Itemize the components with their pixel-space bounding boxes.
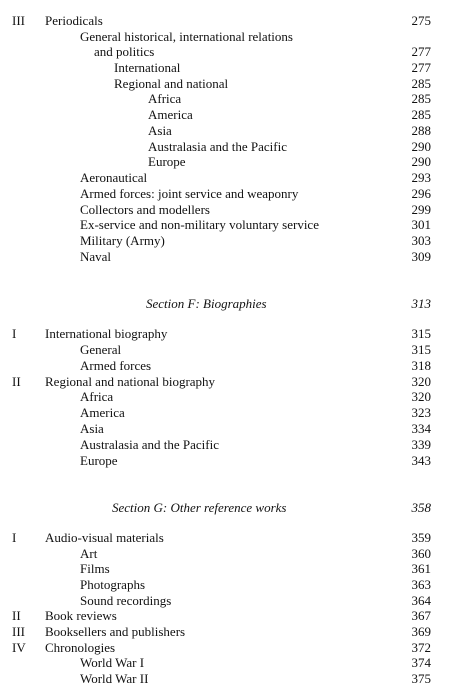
page-number: 285 <box>411 107 431 122</box>
section-heading <box>0 500 454 516</box>
toc-entry <box>0 671 454 687</box>
page-number: 303 <box>411 233 431 248</box>
entry-label: Asia <box>148 123 172 138</box>
page-number: 360 <box>411 546 431 561</box>
entry-label: Naval <box>80 249 112 264</box>
entry-label: International <box>114 60 181 75</box>
entry-label: America <box>148 107 193 122</box>
toc-entry <box>0 249 454 265</box>
page-number: 318 <box>411 358 431 373</box>
page-number: 320 <box>411 374 431 389</box>
toc-entry <box>0 640 454 656</box>
toc-entry <box>0 374 454 390</box>
page-number: 277 <box>411 44 431 59</box>
page-number: 359 <box>411 530 431 545</box>
page-number: 361 <box>411 561 431 576</box>
toc-entry <box>0 624 454 640</box>
toc-entry <box>0 655 454 671</box>
entry-label: World War I <box>80 655 145 670</box>
entry-label: Regional and national biography <box>45 374 216 389</box>
page-number: 320 <box>411 389 431 404</box>
page-number: 363 <box>411 577 431 592</box>
entry-label: Audio-visual materials <box>45 530 164 545</box>
entry-label: Sound recordings <box>80 593 172 608</box>
page-number: 367 <box>411 608 431 623</box>
toc-entry <box>0 233 454 249</box>
toc-entry <box>0 546 454 562</box>
toc-entry <box>0 608 454 624</box>
entry-label: Europe <box>148 154 186 169</box>
page-number: 315 <box>411 326 431 341</box>
page-number: 288 <box>411 123 431 138</box>
part-number: I <box>12 530 17 545</box>
entry-label: America <box>80 405 125 420</box>
toc-entry <box>0 107 454 123</box>
toc-entry <box>0 453 454 469</box>
page-number: 290 <box>411 139 431 154</box>
entry-label: General historical, international relations <box>80 29 293 44</box>
entry-label: General <box>80 342 122 357</box>
toc-entry <box>0 139 454 155</box>
toc-entry <box>0 593 454 609</box>
toc-entry <box>0 389 454 405</box>
entry-label: Booksellers and publishers <box>45 624 186 639</box>
page-number: 293 <box>411 170 431 185</box>
toc-entry <box>0 421 454 437</box>
page-number: 343 <box>411 453 431 468</box>
page-number: 301 <box>411 217 431 232</box>
toc-entry <box>0 154 454 170</box>
toc-entry <box>0 13 454 29</box>
page-number: 323 <box>411 405 431 420</box>
toc-entry <box>0 217 454 233</box>
part-number: III <box>12 624 25 639</box>
part-number: I <box>12 326 17 341</box>
toc-entry <box>0 405 454 421</box>
entry-label: Ex-service and non-military voluntary service <box>80 217 319 232</box>
page-number: 339 <box>411 437 431 452</box>
entry-label: Chronologies <box>45 640 116 655</box>
toc-entry <box>0 202 454 218</box>
toc-entry <box>0 437 454 453</box>
entry-label: International biography <box>45 326 168 341</box>
page-number: 277 <box>411 60 431 75</box>
page-number: 313 <box>411 296 431 311</box>
page-number: 285 <box>411 91 431 106</box>
toc-entry <box>0 326 454 342</box>
toc-entry <box>0 342 454 358</box>
toc-entry <box>0 44 454 60</box>
part-number: III <box>12 13 25 28</box>
toc-entry <box>0 170 454 186</box>
part-number: II <box>12 374 21 389</box>
entry-label: Africa <box>80 389 114 404</box>
entry-label: Europe <box>80 453 118 468</box>
page-number: 374 <box>411 655 431 670</box>
page-number: 290 <box>411 154 431 169</box>
page-number: 285 <box>411 76 431 91</box>
page-number: 358 <box>411 500 431 515</box>
toc-entry <box>0 91 454 107</box>
page-number: 296 <box>411 186 431 201</box>
entry-label: Photographs <box>80 577 145 592</box>
entry-label: Military (Army) <box>80 233 165 248</box>
entry-label: Armed forces <box>80 358 152 373</box>
section-title: Section G: Other reference works <box>112 500 287 515</box>
toc-entry <box>0 60 454 76</box>
toc-entry <box>0 561 454 577</box>
entry-label: Periodicals <box>45 13 103 28</box>
page-number: 369 <box>411 624 431 639</box>
toc-entry <box>0 123 454 139</box>
toc-entry <box>0 29 454 45</box>
page-number: 334 <box>411 421 431 436</box>
page-number: 372 <box>411 640 431 655</box>
entry-label: World War II <box>80 671 149 686</box>
entry-label: Films <box>80 561 110 576</box>
section-heading <box>0 296 454 312</box>
entry-label: Aeronautical <box>80 170 148 185</box>
page-number: 299 <box>411 202 431 217</box>
page-number: 275 <box>411 13 431 28</box>
entry-label: Regional and national <box>114 76 229 91</box>
entry-label: Australasia and the Pacific <box>80 437 219 452</box>
page-number: 315 <box>411 342 431 357</box>
entry-label: Australasia and the Pacific <box>148 139 287 154</box>
page-number: 309 <box>411 249 431 264</box>
part-number: II <box>12 608 21 623</box>
entry-label: Africa <box>148 91 182 106</box>
page-number: 364 <box>411 593 431 608</box>
toc-entry <box>0 530 454 546</box>
entry-label: Book reviews <box>45 608 117 623</box>
entry-label: Art <box>80 546 98 561</box>
toc-entry <box>0 358 454 374</box>
section-title: Section F: Biographies <box>146 296 267 311</box>
toc-entry <box>0 186 454 202</box>
entry-label: Asia <box>80 421 104 436</box>
toc-entry <box>0 577 454 593</box>
toc-entry <box>0 76 454 92</box>
entry-label: Collectors and modellers <box>80 202 210 217</box>
page-number: 375 <box>411 671 431 686</box>
part-number: IV <box>12 640 26 655</box>
entry-label: Armed forces: joint service and weaponry <box>80 186 299 201</box>
entry-label: and politics <box>94 44 155 59</box>
